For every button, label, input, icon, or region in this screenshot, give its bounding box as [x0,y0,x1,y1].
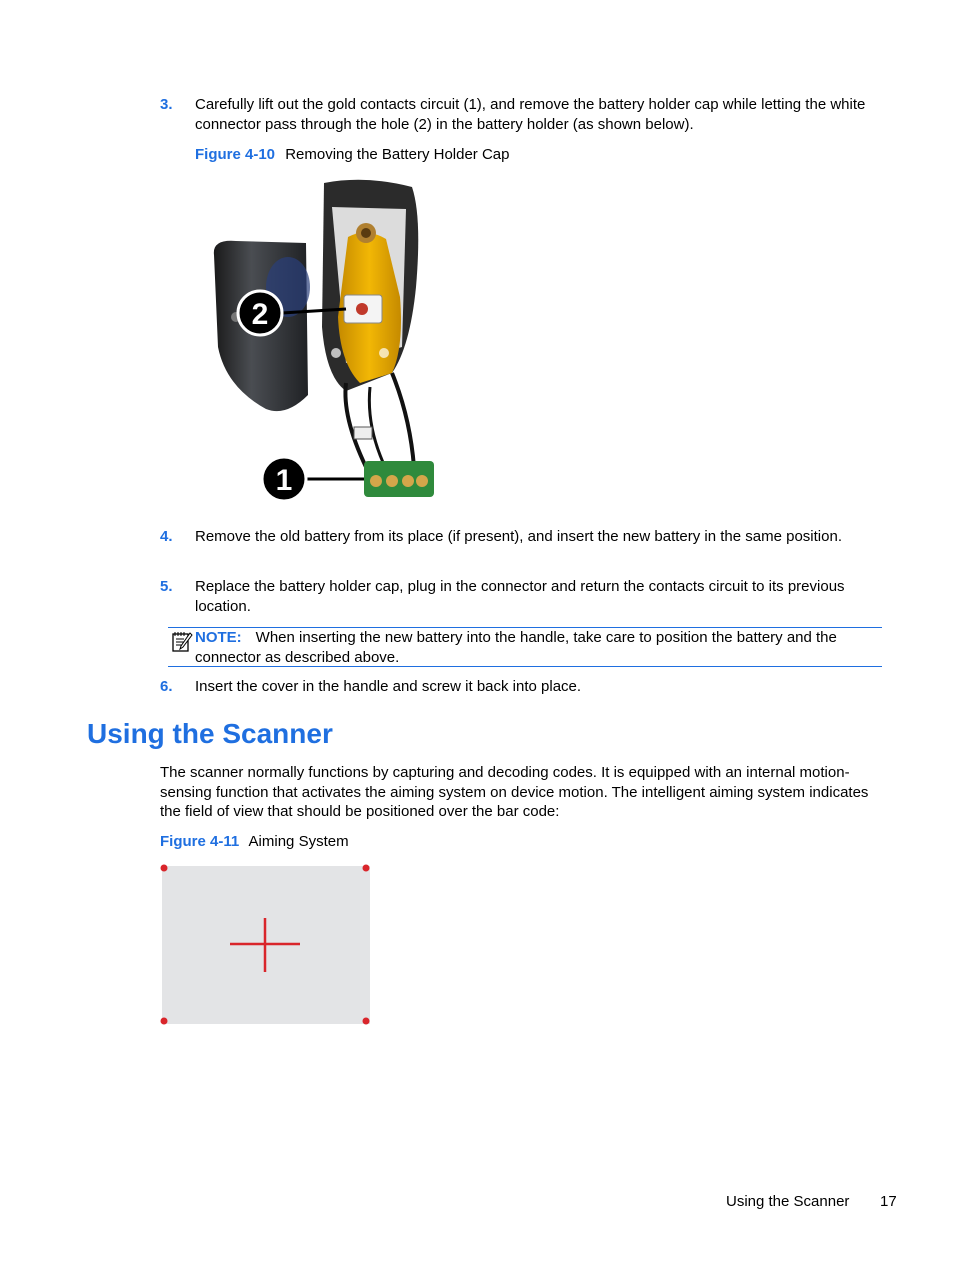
step-6 [160,677,882,697]
note-box [168,627,882,667]
aiming-system-figure [160,864,372,1026]
note-text [195,628,883,667]
corner-dot [363,1018,370,1025]
step-text: Remove the old battery from its place (if present), and insert the new battery in the same position. [195,528,842,545]
step-number: 6. [160,678,173,695]
battery-holder-photo [196,177,450,513]
step-text: Replace the battery holder cap, plug in the connector and return the contacts circuit to its previous location. [195,578,845,615]
footer-section-title: Using the Scanner [726,1193,850,1210]
step-4 [160,527,882,547]
callout-2: 2 [251,298,269,331]
step-number: 5. [160,578,173,595]
figure-title: Aiming System [248,833,349,850]
figure-title: Removing the Battery Holder Cap [285,146,510,163]
note-pad-icon [170,630,194,654]
step-text: Carefully lift out the gold contacts circuit (1), and remove the battery holder cap while letting the white connector pass through the hole (2) in the battery holder (as shown below). [195,96,866,133]
note-body: When inserting the new battery into the handle, take care to position the battery and the connector as described above. [195,629,837,666]
footer-page-number: 17 [880,1193,897,1210]
step-text: Insert the cover in the handle and screw it back into place. [195,678,582,695]
figure-label: Figure 4-10 [195,146,276,163]
section-paragraph: The scanner normally functions by capturing and decoding codes. It is equipped with an internal motion-sensing function that activates the aiming system on device motion. The intelligent aiming system indicates the field of view that should be positioned over the bar code: [160,764,869,820]
step-3 [160,95,882,134]
step-number: 3. [160,96,173,113]
figure-caption [195,145,509,165]
note-label: NOTE: [195,629,242,646]
section-heading: Using the Scanner [87,718,333,749]
corner-dot [363,865,370,872]
step-5 [160,577,882,616]
figure-label: Figure 4-11 [160,833,240,850]
step-number: 4. [160,528,173,545]
corner-dot [161,1018,168,1025]
figure-caption [160,832,349,852]
corner-dot [161,865,168,872]
callout-1: 1 [275,464,293,497]
